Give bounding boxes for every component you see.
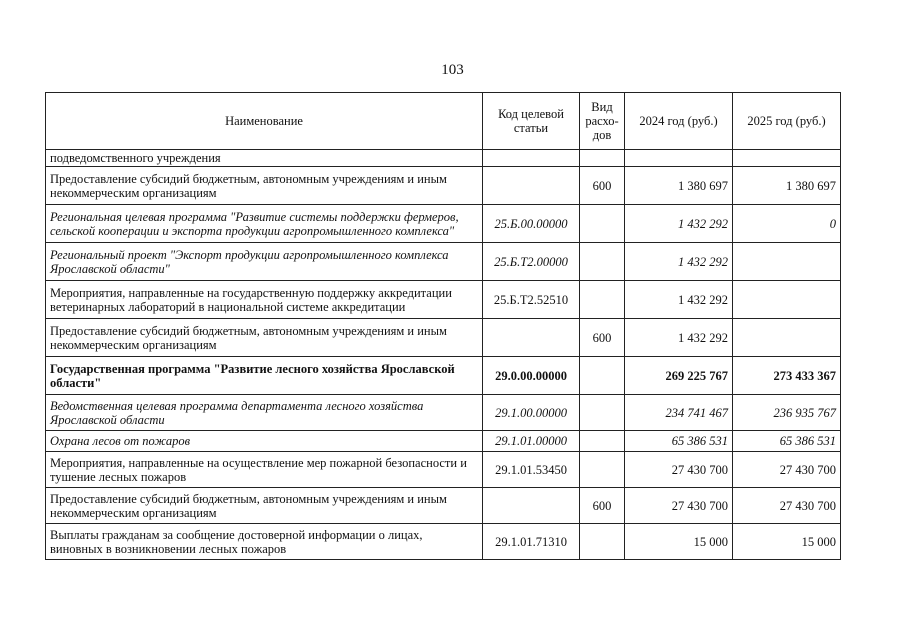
table-row — [46, 431, 841, 452]
row-2025: 27 430 700 — [733, 452, 841, 488]
row-2025: 15 000 — [733, 524, 841, 560]
table-row — [46, 524, 841, 560]
row-2024: 1 432 292 — [625, 243, 733, 281]
row-type — [580, 452, 625, 488]
row-name: Выплаты гражданам за сообщение достоверной информации о лицах, виновных в возникновении лесных пожаров — [46, 524, 483, 560]
row-type — [580, 431, 625, 452]
table-row — [46, 319, 841, 357]
header-type: Вид расхо-дов — [580, 93, 625, 150]
row-2025 — [733, 150, 841, 167]
table-row — [46, 357, 841, 395]
table-row — [46, 488, 841, 524]
row-name: Охрана лесов от пожаров — [46, 431, 483, 452]
row-name: Региональный проект "Экспорт продукции агропромышленного комплекса Ярославской области" — [46, 243, 483, 281]
row-code: 25.Б.00.00000 — [483, 205, 580, 243]
row-2024: 27 430 700 — [625, 452, 733, 488]
row-2025: 27 430 700 — [733, 488, 841, 524]
row-type — [580, 357, 625, 395]
row-name: Предоставление субсидий бюджетным, автономным учреждениям и иным некоммерческим организациям — [46, 167, 483, 205]
row-2024: 1 380 697 — [625, 167, 733, 205]
row-type — [580, 243, 625, 281]
row-name: Предоставление субсидий бюджетным, автономным учреждениям и иным некоммерческим организациям — [46, 319, 483, 357]
table-header-row — [46, 93, 841, 150]
header-name: Наименование — [46, 93, 483, 150]
row-2025 — [733, 319, 841, 357]
row-type — [580, 281, 625, 319]
table-row — [46, 243, 841, 281]
row-type: 600 — [580, 319, 625, 357]
row-code: 29.1.01.71310 — [483, 524, 580, 560]
row-code: 29.1.01.53450 — [483, 452, 580, 488]
table-row — [46, 205, 841, 243]
row-name: Ведомственная целевая программа департамента лесного хозяйства Ярославской области — [46, 395, 483, 431]
row-type: 600 — [580, 167, 625, 205]
row-type: 600 — [580, 488, 625, 524]
row-name: подведомственного учреждения — [46, 150, 483, 167]
budget-table — [45, 92, 841, 560]
row-2024: 269 225 767 — [625, 357, 733, 395]
row-name: Мероприятия, направленные на государственную поддержку аккредитации ветеринарных лабораторий в национальной системе аккредитации — [46, 281, 483, 319]
row-2025: 1 380 697 — [733, 167, 841, 205]
table-row — [46, 452, 841, 488]
row-2024 — [625, 150, 733, 167]
row-2024: 234 741 467 — [625, 395, 733, 431]
row-code — [483, 319, 580, 357]
table-row — [46, 395, 841, 431]
row-code: 29.0.00.00000 — [483, 357, 580, 395]
row-name: Мероприятия, направленные на осуществление мер пожарной безопасности и тушение лесных пожаров — [46, 452, 483, 488]
row-2025: 0 — [733, 205, 841, 243]
row-2025 — [733, 281, 841, 319]
row-2024: 15 000 — [625, 524, 733, 560]
row-type — [580, 205, 625, 243]
row-code: 25.Б.Т2.00000 — [483, 243, 580, 281]
row-name: Государственная программа "Развитие лесного хозяйства Ярославской области" — [46, 357, 483, 395]
row-2024: 65 386 531 — [625, 431, 733, 452]
row-2025: 273 433 367 — [733, 357, 841, 395]
row-2024: 1 432 292 — [625, 205, 733, 243]
row-code — [483, 150, 580, 167]
row-name: Региональная целевая программа "Развитие системы поддержки фермеров, сельской кооперации и экспорта продукции агропромышленного комплекса" — [46, 205, 483, 243]
page-number: 103 — [441, 62, 464, 78]
header-2024: 2024 год (руб.) — [625, 93, 733, 150]
row-code: 25.Б.Т2.52510 — [483, 281, 580, 319]
row-2025: 65 386 531 — [733, 431, 841, 452]
header-code: Код целевой статьи — [483, 93, 580, 150]
row-code — [483, 167, 580, 205]
row-2024: 27 430 700 — [625, 488, 733, 524]
row-type — [580, 395, 625, 431]
row-code — [483, 488, 580, 524]
row-type — [580, 524, 625, 560]
row-2024: 1 432 292 — [625, 281, 733, 319]
row-2025: 236 935 767 — [733, 395, 841, 431]
header-2025: 2025 год (руб.) — [733, 93, 841, 150]
row-name: Предоставление субсидий бюджетным, автономным учреждениям и иным некоммерческим организациям — [46, 488, 483, 524]
row-type — [580, 150, 625, 167]
table-row — [46, 281, 841, 319]
row-code: 29.1.01.00000 — [483, 431, 580, 452]
row-2024: 1 432 292 — [625, 319, 733, 357]
row-2025 — [733, 243, 841, 281]
table-row — [46, 167, 841, 205]
row-code: 29.1.00.00000 — [483, 395, 580, 431]
table-row — [46, 150, 841, 167]
